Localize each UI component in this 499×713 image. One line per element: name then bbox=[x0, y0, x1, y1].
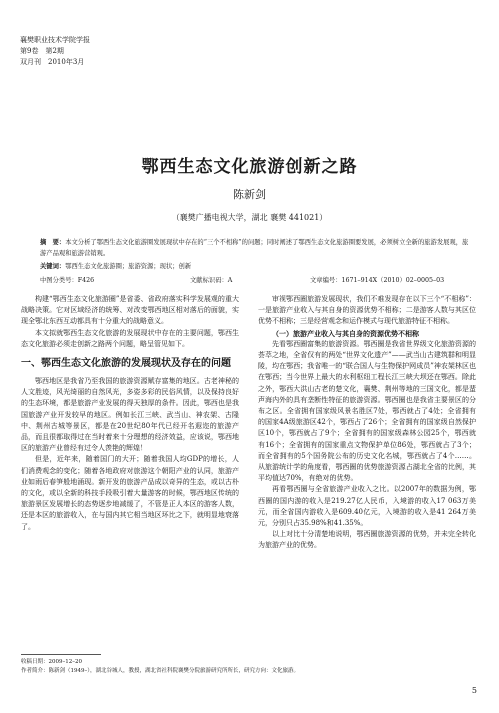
body-paragraph-2: 但是，近年来，随着国门的大开；随着我国人均GDP的增长，人们消费观念的变化；随着各地政府对旅游这个朝阳产业的认同，旅游产业如雨后春笋般地涌现。新开发的旅游产品成以奇异的生态，或以古朴的文化，或以全新的科技手段吸引着大量游客的时候，鄂西地区传统的旅游景区发展增长的态势逐步地减缓了，不管是正人本区的游客人数，还是本区的旅游收入，在与国内其它相当地区环比之下，就明显地衰落了。 bbox=[21, 455, 239, 531]
abstract-text: 本文分析了鄂西生态文化旅游圈发展现状中存在的“三个不相称”的问题；同时阐述了鄂西生态文化旅游圈要发展，必须树立全新的旅游发展观，旅游产品观和旅游营销观。 bbox=[40, 239, 469, 257]
clc-number: 中图分类号：F426 bbox=[40, 277, 95, 284]
journal-name: 襄樊职业技术学院学报 bbox=[20, 36, 90, 44]
body-paragraph-6: 以上对比十分清楚地说明，鄂西圈旅游资源的优势，并未完全转化为旅游产业的优势。 bbox=[258, 530, 476, 550]
page-number: 5 bbox=[471, 686, 477, 695]
abstract bbox=[40, 237, 470, 259]
paper-title: 鄂西生态文化旅游创新之路 bbox=[141, 157, 358, 177]
footnote bbox=[21, 658, 461, 676]
body-paragraph-5: 再看鄂西圈与全省旅游产业收入之比。以2007年的数据为例，鄂西圈的国内游的收入是219.27亿人民币，入境游的收入17 063万美元，而全省国内游收入是609.40亿元，入境游的收入是41 264万美元，分别只占35.98%和41.35%。 bbox=[258, 485, 476, 528]
right-column bbox=[258, 294, 476, 552]
abstract-label: 摘 要： bbox=[40, 239, 66, 246]
body-paragraph-3: 审视鄂西圈旅游发展现状，我们不难发现存在以下三个“不相称”：一是旅游产业收入与其自身的资源优势不相称；二是游客人数与其区位优势不相称；三是经营观念和运作模式与现代旅游特征不相称。 bbox=[258, 295, 476, 326]
article-id: 文章编号：1671–914X（2010）02–0005–03 bbox=[310, 277, 445, 284]
left-column bbox=[21, 294, 239, 533]
author-bio: 作者简介：陈新剑（1949–），湖北谷城人，教授，湖北省社科院襄樊分院旅游研究所所长，研究方向：文化旅游。 bbox=[21, 668, 300, 674]
intro-paragraph-2: 本文拟就鄂西生态文化旅游的发展现状中存在的主要问题，鄂西生态文化旅游必须走创新之路两个问题，略呈管见如下。 bbox=[21, 328, 239, 348]
keywords bbox=[40, 261, 470, 272]
intro-paragraph-1: 构建“鄂西生态文化旅游圈”是省委、省政府落实科学发展观的重大战略决策。它对区域经济的统筹、对改变鄂西地区相对落后的面貌，实现全鄂北东西互动都具有十分重大的战略意义。 bbox=[21, 295, 239, 326]
document-code: 文献标识码：A bbox=[190, 277, 233, 284]
journal-issue-date: 双月刊 2010年3月 bbox=[20, 58, 85, 66]
subsection-heading-1: （一）旅游产业收入与其自身的资源优势不相称 bbox=[272, 328, 419, 338]
section-heading-1: 一、鄂西生态文化旅游的发展现状及存在的问题 bbox=[21, 358, 231, 370]
keywords-text: 鄂西生态文化旅游圈；旅游资源；现状；创新 bbox=[65, 263, 192, 270]
author-name: 陈新剑 bbox=[233, 188, 266, 201]
author-affiliation: （襄樊广播电视大学，湖北 襄樊 441021） bbox=[171, 213, 328, 222]
received-date: 收稿日期：2009–12–20 bbox=[21, 659, 82, 665]
journal-volume: 第9卷 第2期 bbox=[20, 47, 64, 55]
body-paragraph-4: 先看鄂西圈富集的旅游资源。鄂西圈是我省世界级文化旅游资源的荟萃之地，全省仅有的两处“世界文化遗产”——武当山古建筑群和明显陵，均在鄂西；我省唯一的“联合国人与生物保护网成员”神农架林区也在鄂西；当今世界上最大的水利枢纽工程长江三峡大坝还在鄂西。除此之外，鄂西大洪山古老的楚文化，襄樊、荆州等地的三国文化，都是蜚声海内外的具有垄断性特征的旅游资源。鄂西圈也是我省主要景区的分布之区。全省拥有国家级风景名胜区7处，鄂西就占了4处；全省拥有的国家4A级旅游区42个，鄂西占了26个；全省拥有的国家级自然保护区10个，鄂西就占了9个；全省拥有的国家级森林公园25个，鄂西就有16个；全省拥有的国家重点文物保护单位86处，鄂西就占了3个；而全省拥有的5个国务院公布的历史文化名城，鄂西就占了4个……。从旅游统计学的角度看，鄂西圈的优势旅游资源占湖北全省的比例，其平均值达70%，有绝对的优势。 bbox=[258, 339, 476, 483]
footnote-divider bbox=[21, 654, 101, 655]
keywords-label: 关键词： bbox=[40, 263, 66, 270]
body-paragraph-1: 鄂西地区是我省乃至我国的旅游资源赋存富集的地区。古老神秘的人文胜迹，风光绮丽的自然风光，多姿多彩的民俗风情，以及保持良好的生态环境，都是旅游产业发展的得天独厚的条件。因此，鄂西也是我国旅游产业开发较早的地区。例如长江三峡、武当山、神农架、古隆中、荆州古城等景区，都是在20世纪80年代已经开名遐迩的旅游产品，而且很都取得过在当时着来十分理想的经济效益，应该说，鄂西地区的旅游产业曾经有过令人羡艳的辉煌！ bbox=[21, 377, 239, 453]
journal-header bbox=[20, 35, 90, 68]
